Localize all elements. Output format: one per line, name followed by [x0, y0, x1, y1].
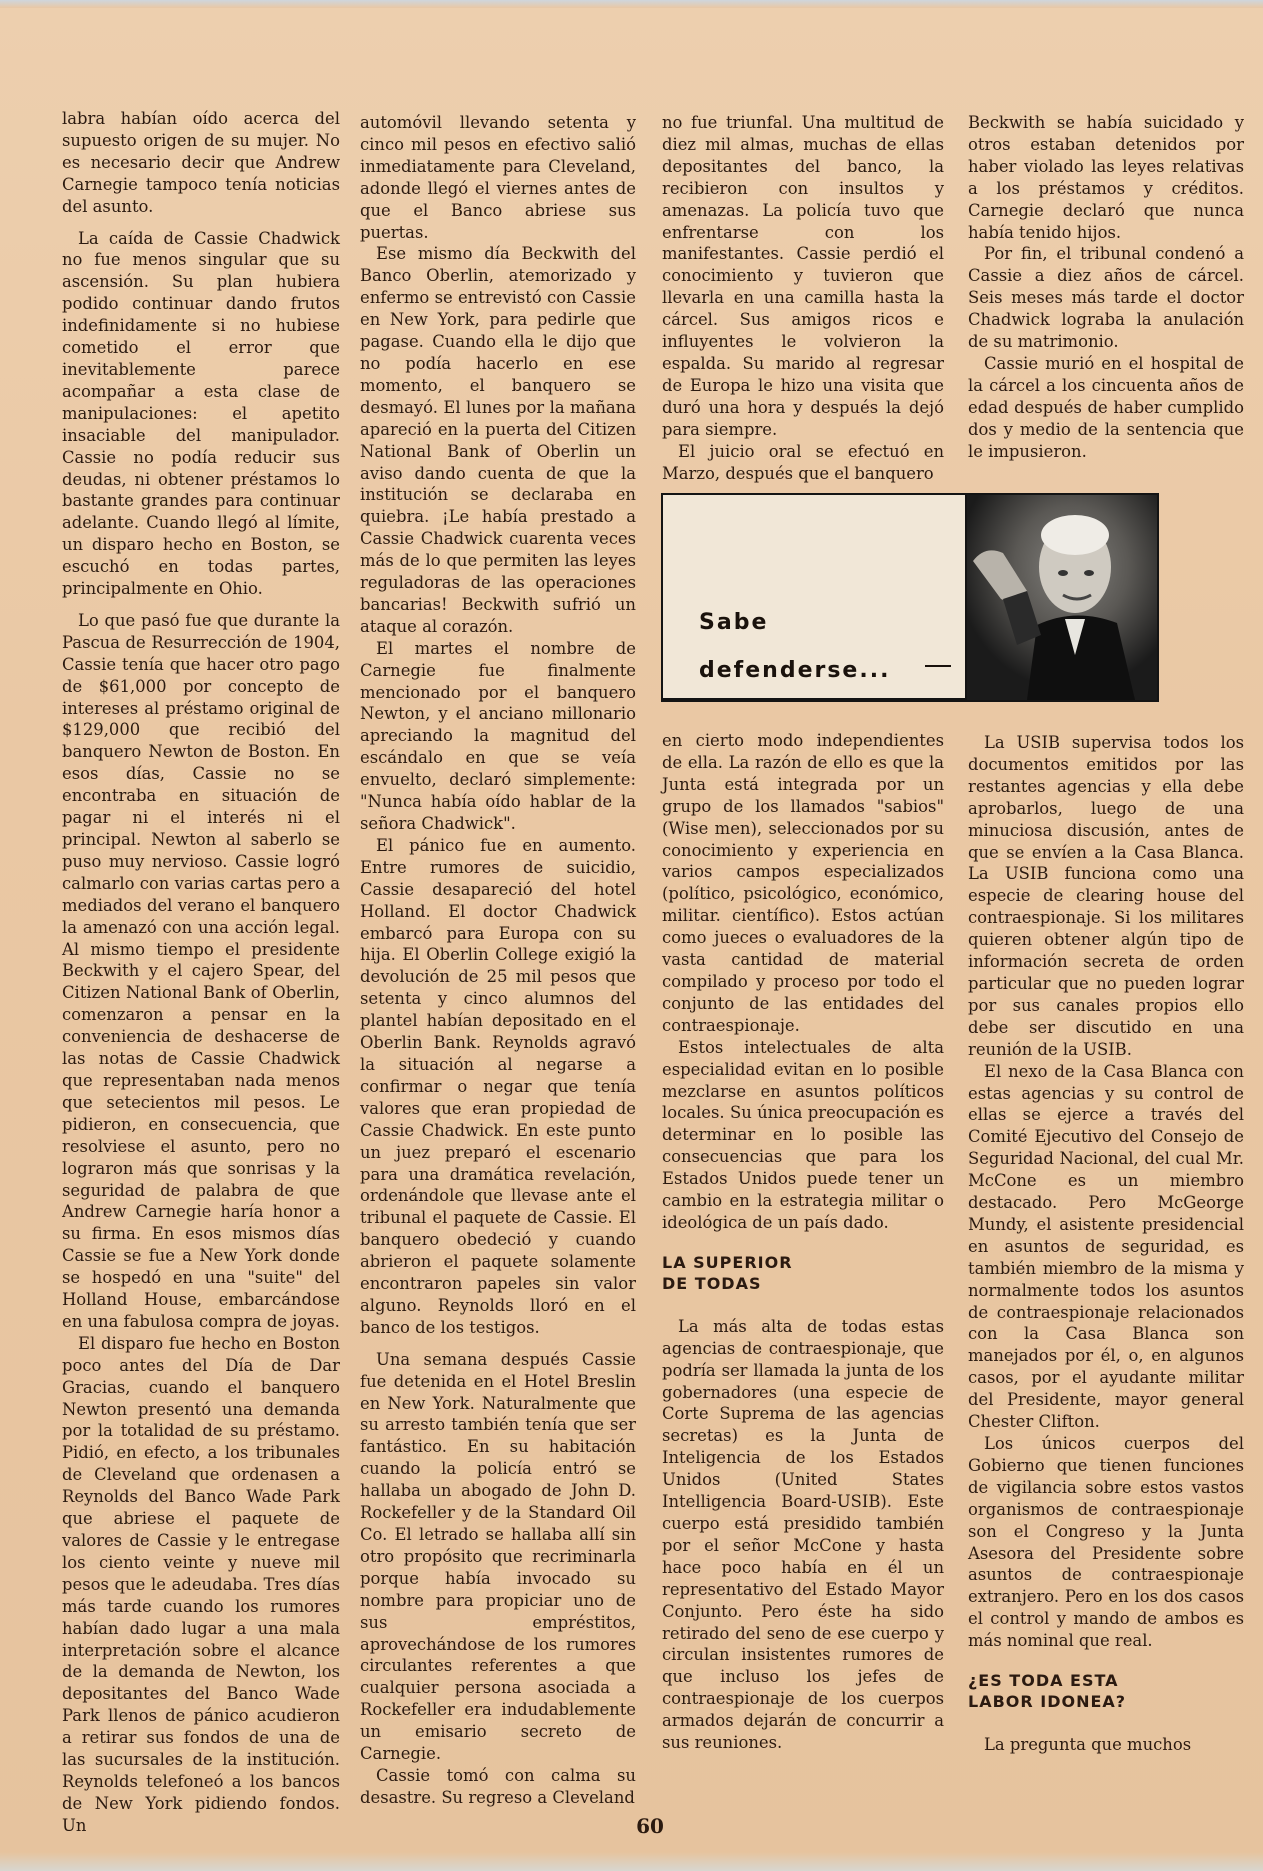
section-heading [662, 1252, 944, 1294]
page-number: 60 [636, 1814, 664, 1838]
column-2 [360, 112, 636, 1809]
paragraph: El martes el nombre de Carnegie fue finalmente mencionado por el banquero Newton, y el anciano millonario apreciando la magnitud del escándalo en que se veía envuelto, declaró simplemente: "Nunca había oído hablar de la señora Chadwick". [360, 638, 636, 833]
section-heading-line: LABOR IDONEA? [968, 1692, 1127, 1712]
paragraph: El nexo de la Casa Blanca con estas agencias y su control de ellas se ejerce a través del Comité Ejecutivo del Consejo de Seguridad Nacional, del cual Mr. McCone es un miembro destacado. Pero McGeorge Mundy, el asistente presidencial en asuntos de seguridad, es también miembro de la misma y normalmente todos los asuntos de contraespionaje relacionados con la Casa Blanca son manejados por él, o, en algunos casos, por el ayudante militar del Presidente, mayor general Chester Clifton. [968, 1061, 1244, 1432]
paragraph: La USIB supervisa todos los documentos emitidos por las restantes agencias y ella debe aprobarlos, luego de una minuciosa discusión, antes de que se envíen a la Casa Blanca. La USIB funciona como una especie de clearing house del contraespionaje. Si los militares quieren obtener algún tipo de información secreta de orden particular que no pueden lograr por sus canales propios ello debe ser discutido en una reunión de la USIB. [968, 733, 1244, 1059]
feature-title-line: Sabe [699, 610, 769, 635]
paragraph: en cierto modo independientes de ella. La razón de ello es que la Junta está integrada por un grupo de los llamados "sabios" (Wise men), seleccionados por su conocimiento y experiencia en varios campos especializados (político, psicológico, económico, militar. científico). Estos actúan como jueces o evaluadores de la vasta cantidad de material compilado y proceso por todo el conjunto de las entidades del contraespionaje. [662, 731, 944, 1035]
page-top-edge [0, 0, 1263, 8]
feature-box [661, 493, 1159, 702]
paragraph: Por fin, el tribunal condenó a Cassie a diez años de cárcel. Seis meses más tarde el doctor Chadwick lograba la anulación de su matrimonio. [968, 244, 1244, 352]
column-3-top [662, 112, 944, 484]
paragraph: El pánico fue en aumento. Entre rumores de suicidio, Cassie desapareció del hotel Holland. El doctor Chadwick embarcó para Europa con su hija. El Oberlin College exigió la devolución de 25 mil pesos que setenta y cinco alumnos del plantel habían depositado en el Oberlin Bank. Reynolds agravó la situación al negarse a confirmar o negar que tenía valores que eran propiedad de Cassie Chadwick. En este punto un juez preparó el escenario para una dramática revelación, ordenándole que llevase ante el tribunal el paquete de Cassie. El banquero obedeció y cuando abrieron el paquete solamente encontraron papeles sin valor alguno. Reynolds lloró en el banco de los testigos. [360, 835, 636, 1337]
paragraph: La más alta de todas estas agencias de contraespionaje, que podría ser llamada la junta de los gobernadores (una especie de Corte Suprema de las agencias secretas) es la Junta de Inteligencia de los Estados Unidos (United States Intelligencia Board-USIB). Este cuerpo está presidido también por el señor McCone y hasta hace poco había en él un representativo del Estado Mayor Conjunto. Pero éste ha sido retirado del seno de ese cuerpo y circulan insistentes rumores de que incluso los jefes de contraespionaje de los cuerpos armados dejarán de concurrir a sus reuniones. [662, 1316, 944, 1753]
paragraph: La caída de Cassie Chadwick no fue menos singular que su ascensión. Su plan hubiera podido continuar dando frutos indefinidamente si no hubiese cometido el error que inevitablemente parece acompañar a esta clase de manipulaciones: el apetito insaciable del manipulador. Cassie no podía reducir sus deudas, ni obtener préstamos lo bastante grandes para continuar adelante. Cuando llegó al límite, un disparo hecho en Boston, se escuchó en todas partes, principalmente en Ohio. [62, 228, 340, 599]
feature-title [699, 599, 890, 695]
paragraph: El juicio oral se efectuó en Marzo, después que el banquero [662, 441, 944, 483]
feature-title-line: defenderse... [699, 658, 891, 683]
paragraph: Cassie tomó con calma su desastre. Su regreso a Cleveland [360, 1765, 636, 1807]
column-3-bottom [662, 730, 944, 1754]
paragraph: Beckwith se había suicidado y otros estaban detenidos por haber violado las leyes relativas a los préstamos y créditos. Carnegie declaró que nunca había tenido hijos. [968, 113, 1244, 242]
paragraph: Los únicos cuerpos del Gobierno que tienen funciones de vigilancia sobre estos vastos organismos de contraespionaje son el Congreso y la Junta Asesora del Presidente sobre asuntos de contraespionaje extranjero. Pero en los dos casos el control y mando de ambos es más nominal que real. [968, 1434, 1244, 1651]
feature-title-panel [663, 495, 965, 698]
column-4-top [968, 112, 1244, 463]
paragraph: automóvil llevando setenta y cinco mil pesos en efectivo salió inmediatamente para Cleveland, adonde llegó el viernes antes de que el Banco abriese sus puertas. [360, 113, 636, 242]
column-1 [62, 108, 340, 1837]
paragraph: La pregunta que muchos [984, 1735, 1192, 1755]
paragraph: El disparo fue hecho en Boston poco antes del Día de Dar Gracias, cuando el banquero Newton presentó una demanda por la totalidad de su préstamo. Pidió, en efecto, a los tribunales de Cleveland que ordenasen a Reynolds del Banco Wade Park que abriese el paquete de valores de Cassie y le entregase los ciento veinte y nueve mil pesos que le adeudaba. Tres días más tarde cuando los rumores habían dado lugar a una mala interpretación sobre el alcance de la demanda de Newton, los depositantes del Banco Wade Park llenos de pánico acudieron a retirar sus fondos de una de las sucursales de la institución. Reynolds telefoneó a los bancos de New York pidiendo fondos. Un [62, 1333, 340, 1835]
page-bottom-edge [0, 1852, 1263, 1871]
paragraph: Estos intelectuales de alta especialidad evitan en lo posible mezclarse en asuntos políticos locales. Su única preocupación es determinar en lo posible las consecuencias que para los Estados Unidos puede tener un cambio en la estrategia militar o ideológica de un país dado. [662, 1037, 944, 1232]
paragraph: Cassie murió en el hospital de la cárcel a los cincuenta años de edad después de haber cumplido dos y medio de la sentencia que le impusieron. [968, 353, 1244, 461]
section-heading-line: DE TODAS [662, 1273, 762, 1293]
portrait-photo [967, 495, 1157, 700]
paragraph: Una semana después Cassie fue detenida en el Hotel Breslin en New York. Naturalmente que su arresto también tenía que ser fantástico. En su habitación cuando la policía entró se hallaba un abogado de John D. Rockefeller y de la Standard Oil Co. El letrado se hallaba allí sin otro propósito que recriminarla porque había invocado su nombre para propiciar uno de sus empréstitos, aprovechándose de los rumores circulantes referentes a que cualquier persona asociada a Rockefeller era indudablemente un emisario secreto de Carnegie. [360, 1349, 636, 1764]
section-heading [968, 1670, 1244, 1712]
paragraph: Lo que pasó fue que durante la Pascua de Resurrección de 1904, Cassie tenía que hacer otro pago de $61,000 por concepto de intereses al préstamo original de $129,000 que recibió del banquero Newton de Boston. En esos días, Cassie no se encontraba en situación de pagar ni el interés ni el principal. Newton al saberlo se puso muy nervioso. Cassie logró calmarlo con varias cartas pero a mediados del verano el banquero la amenazó con una acción legal. Al mismo tiempo el presidente Beckwith y el cajero Spear, del Citizen National Bank of Oberlin, comenzaron a pensar en la conveniencia de deshacerse de las notas de Cassie Chadwick que representaban nada menos que setecientos mil pesos. Le pidieron, en consecuencia, que resolviese el asunto, pero no lograron más que sonrisas y la seguridad de palabra de que Andrew Carnegie haría honor a su firma. En esos mismos días Cassie se fue a New York donde se hospedó en una "suite" del Holland House, embarcándose en una fabulosa compra de joyas. [62, 610, 340, 1331]
paragraph: Ese mismo día Beckwith del Banco Oberlin, atemorizado y enfermo se entrevistó con Cassie en New York, para pedirle que pagase. Cuando ella le dijo que no podía hacerlo en ese momento, el banquero se desmayó. El lunes por la mañana apareció en la puerta del Citizen National Bank of Oberlin un aviso dando cuenta de que la institución se declaraba en quiebra. ¡Le había prestado a Cassie Chadwick cuarenta veces más de lo que permiten las leyes reguladoras de las operaciones bancarias! Beckwith sufrió un ataque al corazón. [360, 244, 636, 636]
paragraph: no fue triunfal. Una multitud de diez mil almas, muchas de ellas depositantes del banco, la recibieron con insultos y amenazas. La policía tuvo que enfrentarse con los manifestantes. Cassie perdió el conocimiento y tuvieron que llevarla en una camilla hasta la cárcel. Sus amigos ricos e influyentes le volvieron la espalda. Su marido al regresar de Europa le hizo una visita que duró una hora y después la dejó para siempre. [662, 113, 944, 439]
section-heading-line: ¿ES TODA ESTA [968, 1671, 1119, 1691]
feature-rule [925, 665, 951, 667]
paragraph: labra habían oído acerca del supuesto origen de su mujer. No es necesario decir que Andrew Carnegie tampoco tenía noticias del asunto. [62, 109, 340, 216]
portrait-image [967, 495, 1157, 700]
column-4-bottom [968, 732, 1244, 1756]
section-heading-line: LA SUPERIOR [662, 1252, 793, 1272]
